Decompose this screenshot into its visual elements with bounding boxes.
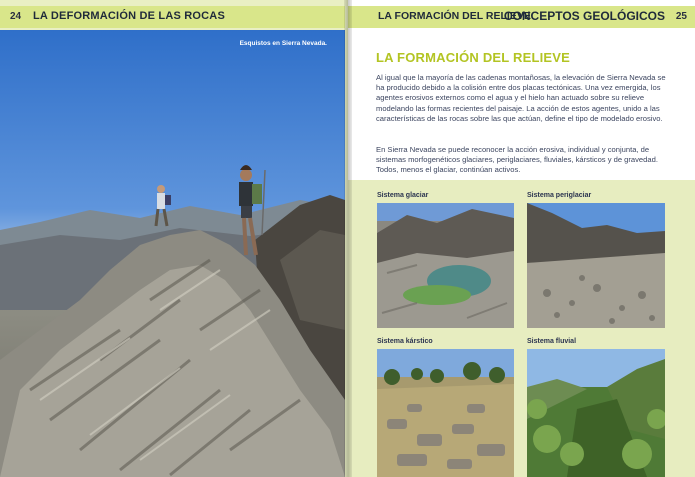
fluvial-photo	[527, 349, 665, 477]
section-title: CONCEPTOS GEOLÓGICOS	[503, 9, 665, 23]
periglacial-photo	[527, 203, 665, 328]
left-page-header	[0, 6, 345, 28]
left-page-number: 24	[10, 11, 22, 22]
paragraph-2: En Sierra Nevada se puede reconocer la acción erosiva, individual y conjunta, de sistemas morfogenéticos glaciares, periglaciares, fluviales, kársticos y de gravedad. Todos, menos el glaciar, continúan activos.	[376, 145, 658, 175]
left-page-header-title: LA DEFORMACIÓN DE LAS ROCAS	[33, 10, 225, 22]
gallery-label-fluvial: Sistema fluvial	[527, 338, 577, 345]
schist-ridge-illustration	[0, 30, 345, 477]
gallery-label-periglaciar: Sistema periglaciar	[527, 192, 592, 199]
right-page	[348, 0, 695, 477]
karst-photo	[377, 349, 514, 477]
gallery-label-glaciar: Sistema glaciar	[377, 192, 429, 199]
photo-caption: Esquistos en Sierra Nevada.	[239, 40, 327, 47]
right-page-number: 25	[675, 11, 687, 22]
right-page-header	[348, 6, 695, 28]
book-gutter	[344, 0, 352, 477]
schist-ridge-photo	[0, 30, 345, 477]
paragraph-1: Al igual que la mayoría de las cadenas montañosas, la elevación de Sierra Nevada se ha producido debido a la colisión entre dos placas tectónicas. Una vez emergida, los agentes erosivos externos como el agua y el hielo han actuado sobre su relieve modelando las formas recientes del paisaje. La acción de estos agentes, unido a las características de las rocas sobre las que actúan, define el tipo de modelado erosivo.	[376, 73, 666, 123]
article-heading: LA FORMACIÓN DEL RELIEVE	[376, 50, 571, 65]
glacier-photo	[377, 203, 514, 328]
right-page-header-title: LA FORMACIÓN DEL RELIEVE	[378, 10, 531, 22]
gallery-label-karstico: Sistema kárstico	[377, 338, 433, 345]
